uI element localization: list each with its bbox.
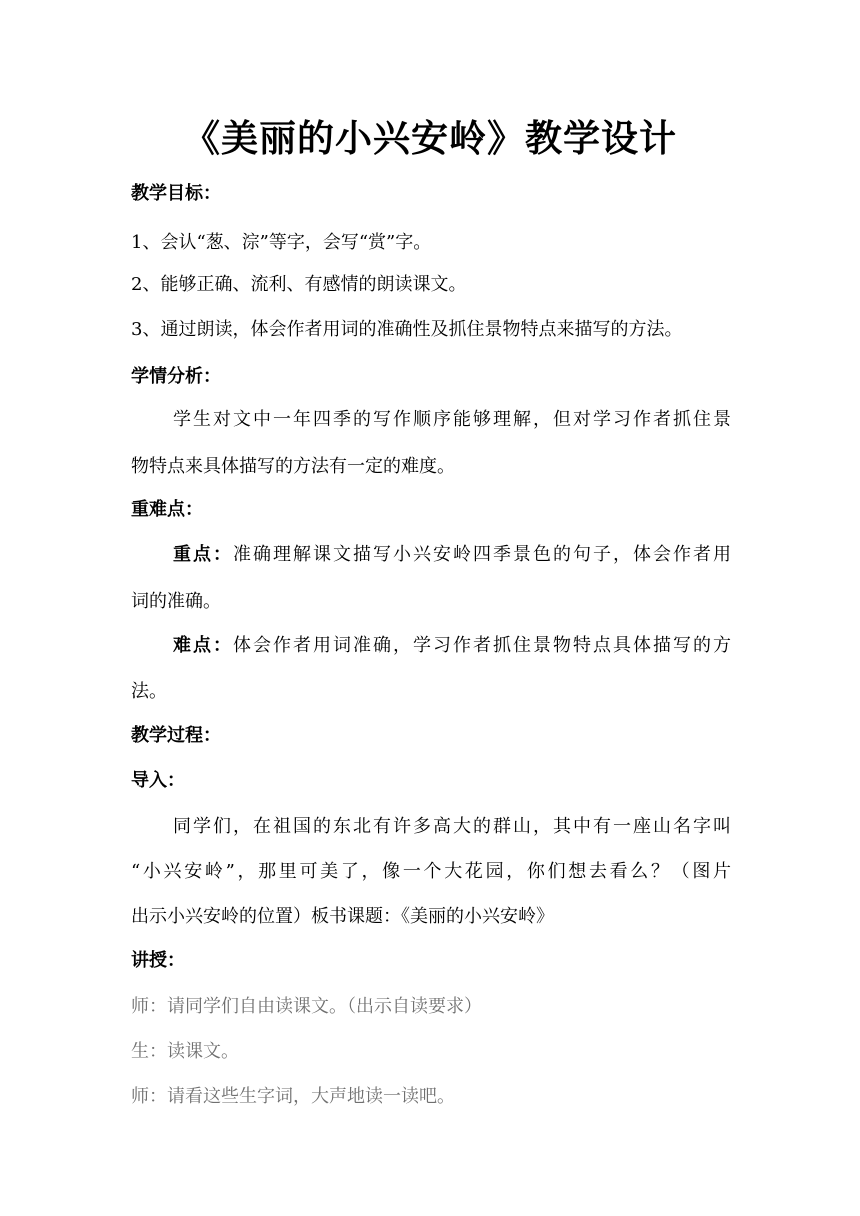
difficulty-paragraph-line-1	[131, 634, 731, 658]
focus-paragraph-line-2: 词的准确。	[131, 591, 221, 612]
focus-paragraph-line-1	[131, 543, 731, 567]
intro-line-1: 同学们，在祖国的东北有许多高大的群山，其中有一座山名字叫	[173, 816, 731, 837]
intro-heading: 导入：	[131, 770, 185, 791]
objectives-heading: 教学目标：	[131, 183, 221, 204]
focus-line-1-text: 准确理解课文描写小兴安岭四季景色的句子，体会作者用	[233, 544, 731, 565]
document-title: 《美丽的小兴安岭》教学设计	[183, 116, 677, 160]
objective-item-2: 2、能够正确、流利、有感情的朗读课文。	[131, 274, 467, 295]
dialogue-line-2: 生：读课文。	[131, 1041, 239, 1062]
difficulty-paragraph-line-2: 法。	[131, 681, 167, 702]
objective-item-3: 3、通过朗读，体会作者用词的准确性及抓住景物特点来描写的方法。	[131, 319, 683, 340]
process-heading: 教学过程：	[131, 725, 221, 746]
analysis-line-2: 物特点来具体描写的方法有一定的难度。	[131, 456, 455, 477]
key-points-heading: 重难点：	[131, 499, 203, 520]
lecture-heading: 讲授：	[131, 950, 185, 971]
analysis-heading: 学情分析：	[131, 366, 221, 387]
difficulty-line-1-text: 体会作者用词准确，学习作者抓住景物特点具体描写的方	[233, 635, 731, 656]
objective-item-1: 1、会认“葱、淙”等字，会写“赏”字。	[131, 232, 432, 253]
focus-label: 重点：	[173, 544, 233, 565]
difficulty-label: 难点：	[173, 635, 233, 656]
intro-line-3: 出示小兴安岭的位置）板书课题：《美丽的小兴安岭》	[131, 906, 554, 927]
intro-line-2: “小兴安岭”，那里可美了，像一个大花园，你们想去看么？（图片	[131, 861, 731, 882]
dialogue-line-1: 师：请同学们自由读课文。（出示自读要求）	[131, 996, 482, 1017]
dialogue-line-3: 师：请看这些生字词，大声地读一读吧。	[131, 1086, 455, 1107]
analysis-line-1: 学生对文中一年四季的写作顺序能够理解，但对学习作者抓住景	[173, 409, 731, 430]
